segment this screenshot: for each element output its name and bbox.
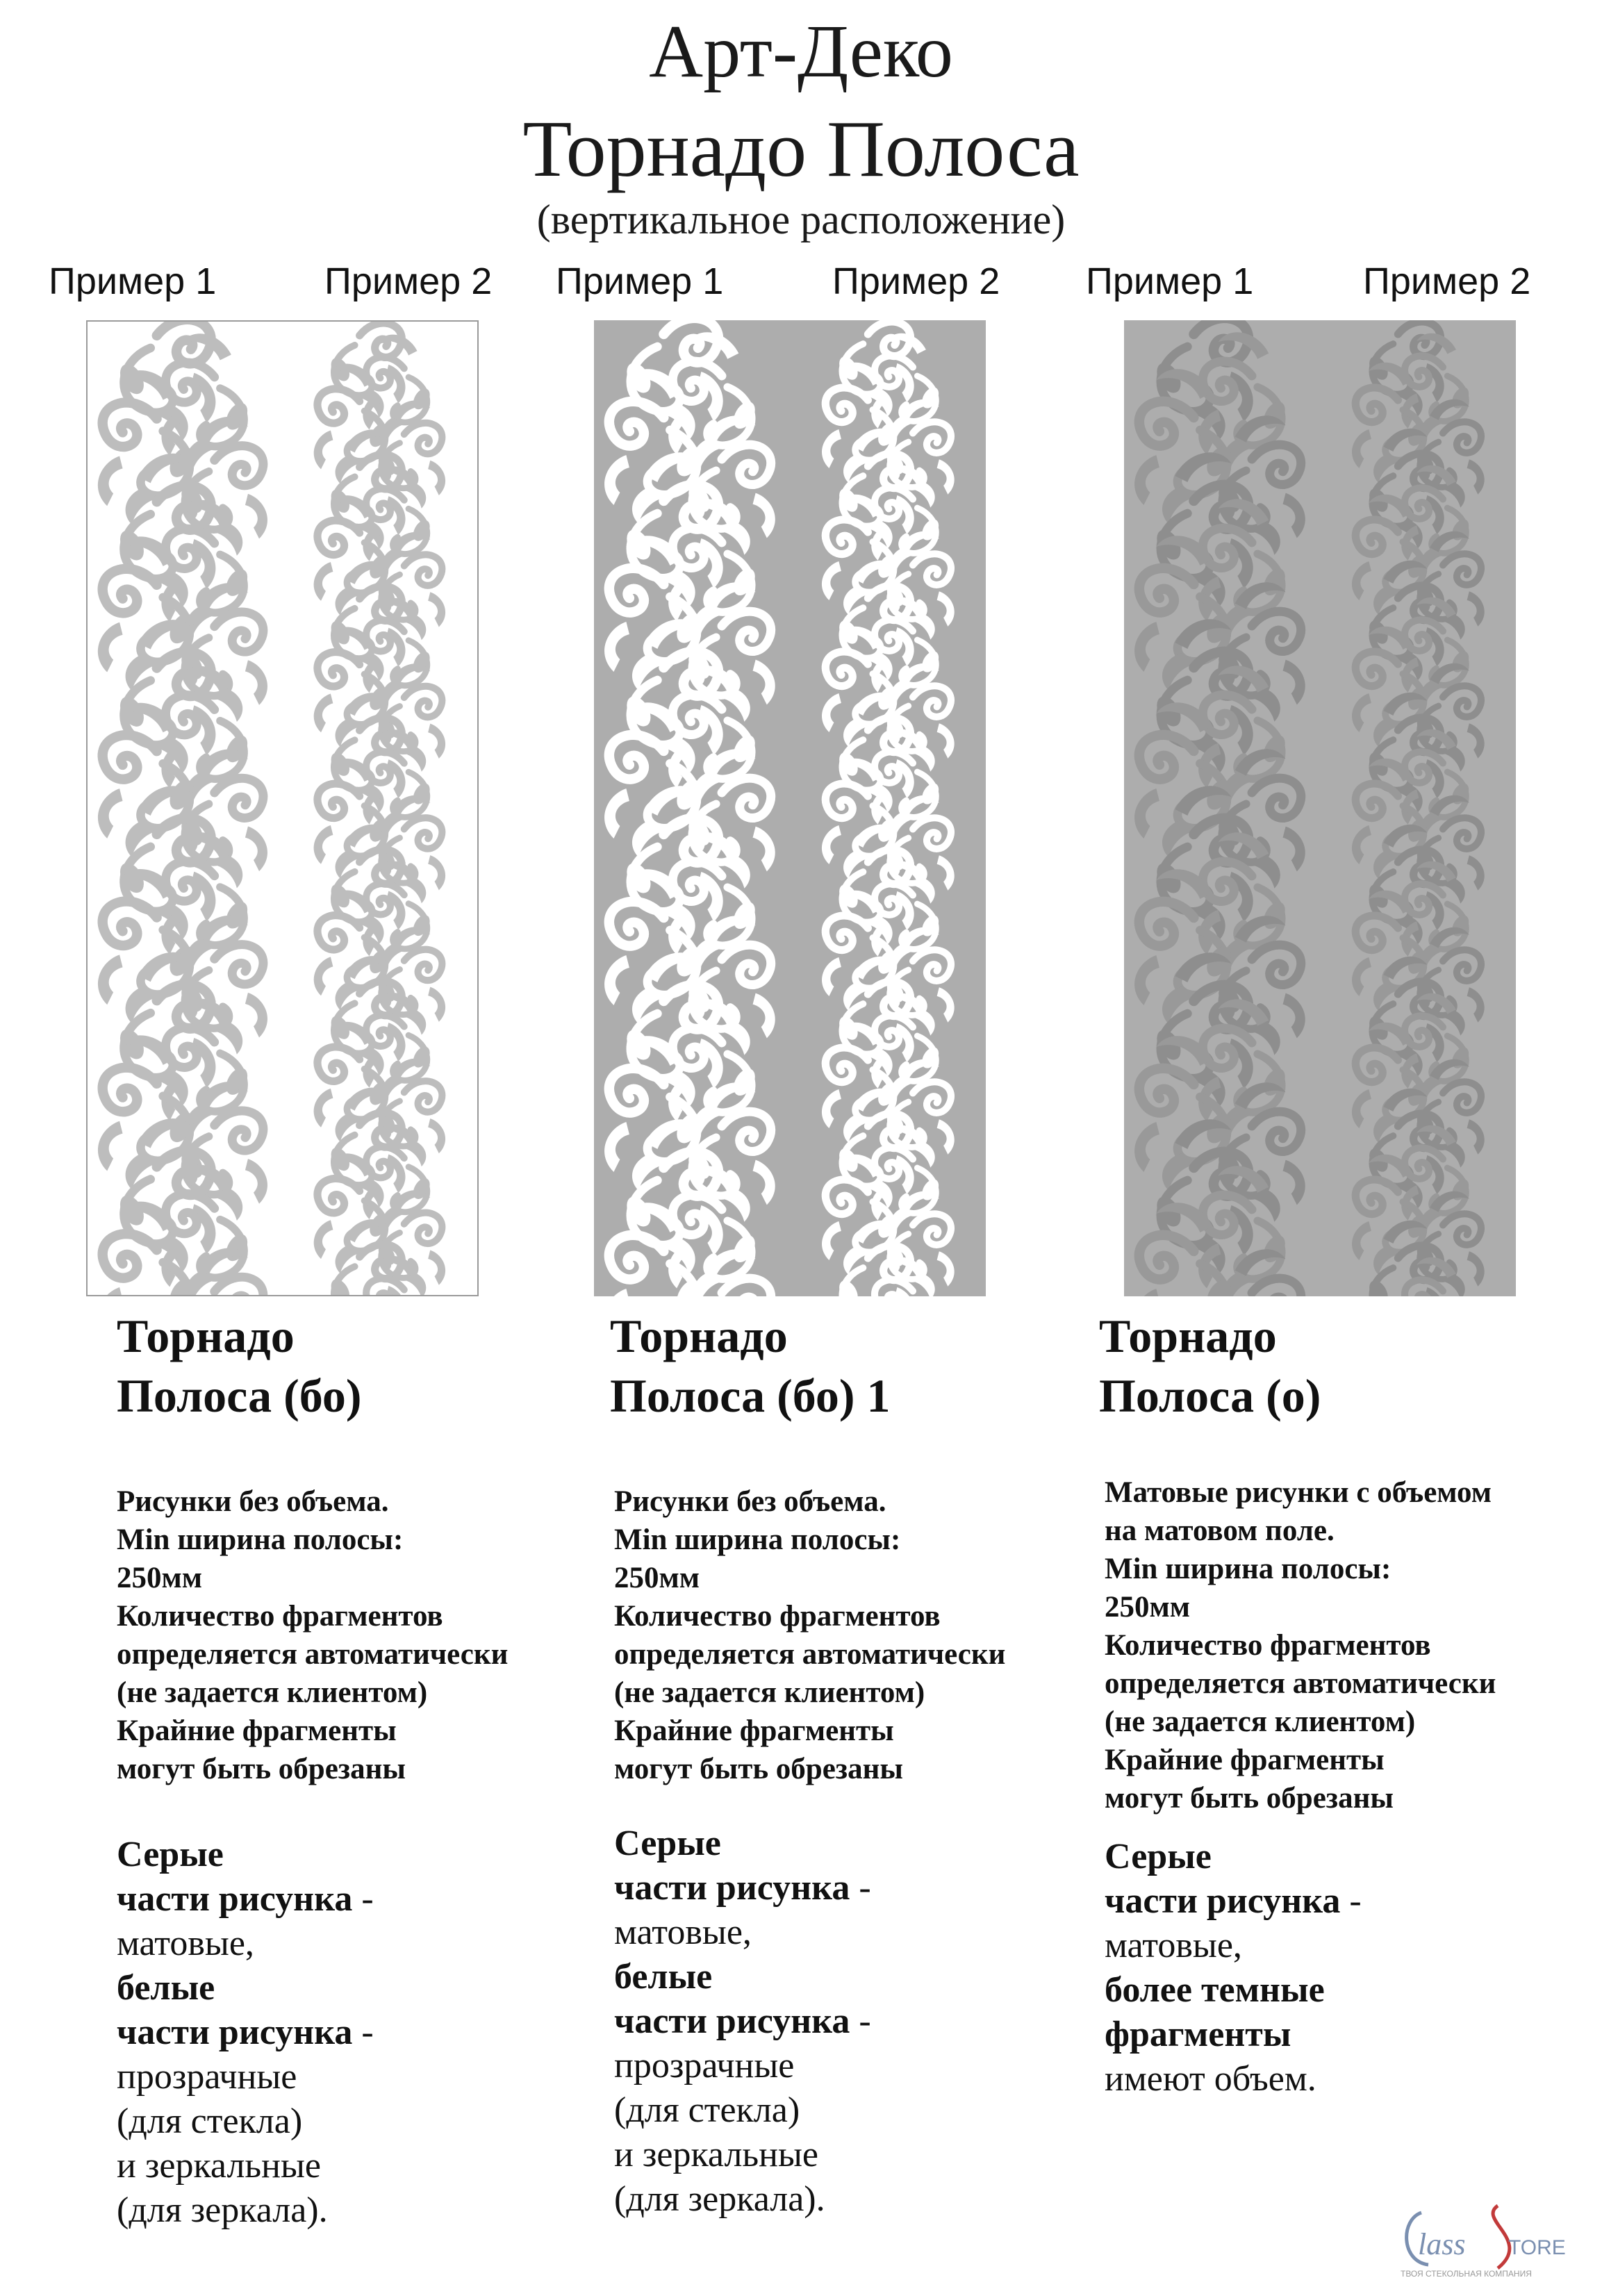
legend-line (117, 1922, 374, 1966)
legend-emphasis: белые (614, 1957, 713, 1997)
legend-line (1105, 1968, 1362, 2013)
legend-line (614, 2133, 871, 2177)
ornament-strips (594, 320, 986, 1296)
legend-text: - (1340, 1881, 1362, 1921)
page-subtitle: (вертикальное расположение) (536, 197, 1066, 242)
page-title-line2: Торнадо Полоса (522, 105, 1080, 194)
legend-emphasis: части рисунка (614, 1868, 850, 1908)
legend-text: (для стекла) (614, 2090, 800, 2130)
pattern-preview-o (1124, 320, 1516, 1296)
description-line: Крайние фрагменты (117, 1715, 397, 1747)
legend-line (117, 2144, 374, 2188)
legend-line (614, 2088, 871, 2133)
legend-line (117, 1833, 374, 1877)
description-line: Min ширина полосы: (117, 1523, 404, 1556)
legend-emphasis: Серые (614, 1824, 721, 1863)
description-line: Количество фрагментов (614, 1600, 941, 1633)
legend-text: имеют объем. (1105, 2059, 1316, 2099)
example-label: Пример 2 (1363, 261, 1531, 302)
column-heading-line1: Торнадо (117, 1310, 295, 1362)
legend-line (117, 2055, 374, 2099)
description-line: могут быть обрезаны (1105, 1782, 1394, 1815)
description-line: 250мм (614, 1562, 700, 1594)
legend-line (614, 2177, 871, 2222)
legend-line (117, 2010, 374, 2055)
legend-text: матовые, (1105, 1926, 1242, 1965)
legend-line (117, 1877, 374, 1922)
legend-line (1105, 1835, 1362, 1879)
legend-emphasis: более темные (1105, 1970, 1325, 2010)
column-heading-line1: Торнадо (610, 1310, 788, 1362)
description-line: (не задается клиентом) (117, 1676, 428, 1709)
legend-line (1105, 2013, 1362, 2057)
description-line: могут быть обрезаны (614, 1753, 903, 1785)
legend-line (614, 1910, 871, 1955)
glassstore-logo (1394, 2199, 1574, 2282)
example-label: Пример 1 (1086, 261, 1254, 302)
example-label: Пример 1 (556, 261, 724, 302)
description-line: Количество фрагментов (1105, 1629, 1431, 1662)
column-description (1105, 1473, 1496, 1817)
legend-line (117, 2099, 374, 2144)
legend-emphasis: фрагменты (1105, 2015, 1291, 2054)
legend-text: (для зеркала). (117, 2190, 328, 2230)
ornament-strips (1124, 320, 1516, 1296)
description-line: (не задается клиентом) (1105, 1706, 1416, 1738)
legend-line (1105, 1879, 1362, 1924)
svg-text:ТВОЯ СТЕКОЛЬНАЯ КОМПАНИЯ: ТВОЯ СТЕКОЛЬНАЯ КОМПАНИЯ (1401, 2269, 1532, 2279)
page-title-line1: Арт-Деко (649, 10, 953, 93)
legend-text: - (352, 2013, 374, 2052)
legend-line (1105, 1924, 1362, 1968)
legend-text: - (352, 1879, 374, 1919)
legend-text: (для зеркала). (614, 2179, 825, 2219)
legend-emphasis: части рисунка (117, 1879, 353, 1919)
column-heading-line2: Полоса (бо) 1 (610, 1369, 891, 1422)
pattern-preview-bo (86, 320, 479, 1296)
legend-text: прозрачные (117, 2057, 297, 2097)
legend-emphasis: Серые (1105, 1837, 1212, 1876)
column-heading-line2: Полоса (бо) (117, 1369, 362, 1422)
legend-text: и зеркальные (614, 2135, 818, 2174)
column-description (614, 1483, 1005, 1788)
description-line: Рисунки без объема. (614, 1485, 886, 1518)
legend-emphasis: Серые (117, 1835, 224, 1874)
column-heading-line1: Торнадо (1099, 1310, 1277, 1362)
legend-emphasis: части рисунка (117, 2013, 353, 2052)
legend-text: (для стекла) (117, 2101, 303, 2141)
legend-line (614, 1999, 871, 2044)
description-line: Крайние фрагменты (614, 1715, 894, 1747)
legend-line (117, 2188, 374, 2233)
svg-text:TORE: TORE (1508, 2236, 1566, 2259)
example-label: Пример 2 (324, 261, 493, 302)
legend-emphasis: части рисунка (614, 2001, 850, 2041)
column-heading (610, 1306, 891, 1426)
svg-text:lass: lass (1418, 2227, 1466, 2261)
description-line: Крайние фрагменты (1105, 1744, 1385, 1776)
example-label: Пример 1 (49, 261, 217, 302)
legend-text: матовые, (614, 1913, 752, 1952)
color-legend (117, 1833, 374, 2233)
legend-text: прозрачные (614, 2046, 795, 2086)
column-description (117, 1483, 508, 1788)
legend-text: - (850, 1868, 871, 1908)
description-line: Рисунки без объема. (117, 1485, 389, 1518)
description-line: могут быть обрезаны (117, 1753, 406, 1785)
description-line: (не задается клиентом) (614, 1676, 925, 1709)
description-line: 250мм (1105, 1591, 1191, 1624)
legend-line (614, 1866, 871, 1910)
legend-emphasis: белые (117, 1968, 215, 2008)
description-line: Количество фрагментов (117, 1600, 443, 1633)
legend-text: - (850, 2001, 871, 2041)
legend-text: и зеркальные (117, 2146, 321, 2186)
example-label: Пример 2 (832, 261, 1000, 302)
legend-emphasis: части рисунка (1105, 1881, 1341, 1921)
description-line: определяется автоматически (614, 1638, 1006, 1671)
legend-line (1105, 2057, 1362, 2101)
description-line: 250мм (117, 1562, 203, 1594)
description-line: на матовом поле. (1105, 1514, 1335, 1547)
column-heading-line2: Полоса (о) (1099, 1369, 1321, 1422)
pattern-preview-bo-1 (594, 320, 986, 1296)
column-heading (117, 1306, 362, 1426)
description-line: Матовые рисунки с объемом (1105, 1476, 1492, 1509)
legend-line (117, 1966, 374, 2010)
column-heading (1099, 1306, 1321, 1426)
color-legend (614, 1822, 871, 2222)
description-line: определяется автоматически (1105, 1667, 1496, 1700)
legend-line (614, 1822, 871, 1866)
description-line: Min ширина полосы: (614, 1523, 901, 1556)
legend-line (614, 2044, 871, 2088)
legend-text: матовые, (117, 1924, 254, 1963)
legend-line (614, 1955, 871, 1999)
description-line: Min ширина полосы: (1105, 1553, 1392, 1585)
color-legend (1105, 1835, 1362, 2101)
ornament-strips (88, 322, 477, 1295)
description-line: определяется автоматически (117, 1638, 509, 1671)
